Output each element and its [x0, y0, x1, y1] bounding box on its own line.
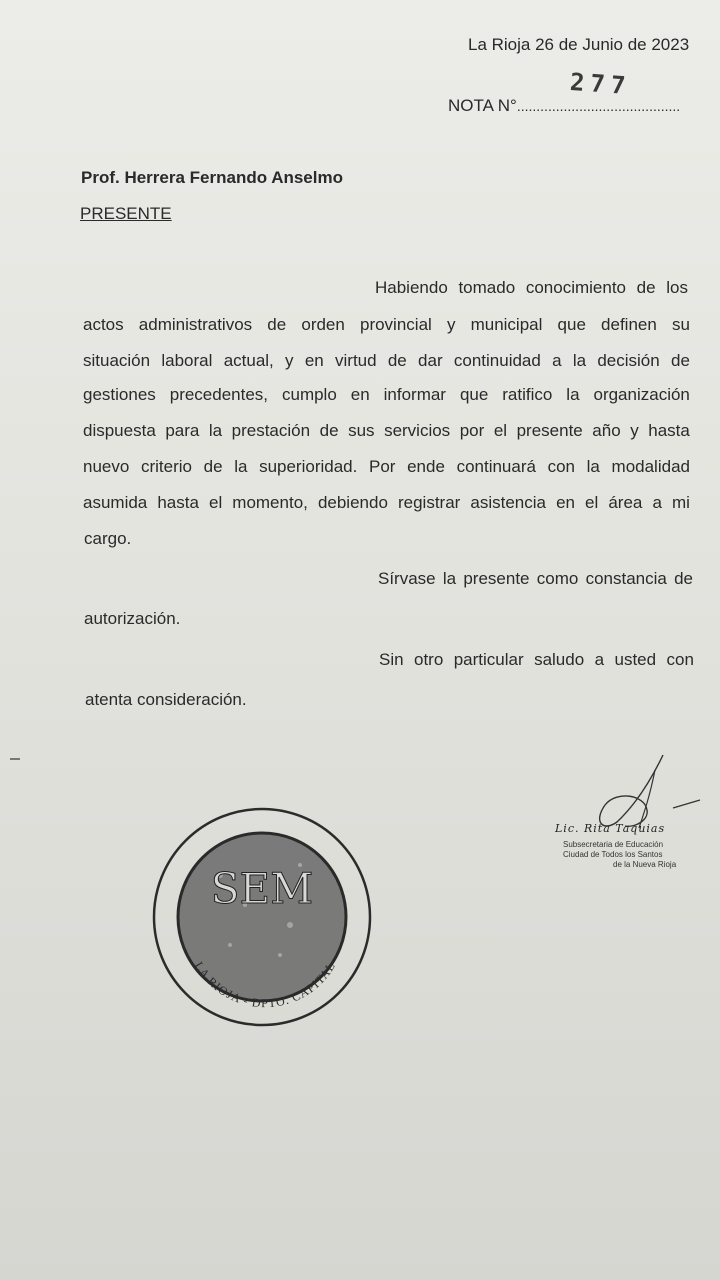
word: nuevo	[83, 457, 130, 476]
word: otro	[414, 650, 444, 669]
word: de	[670, 351, 690, 370]
handwritten-signature	[555, 750, 715, 830]
word: mi	[671, 493, 690, 512]
nota-dots: ..........................................	[516, 98, 681, 114]
word: con	[666, 650, 694, 669]
word: de	[267, 315, 287, 334]
signature-name: Lic. Rita Taquias	[555, 822, 666, 835]
paragraph-2-last-line: autorización.	[84, 609, 181, 628]
word: la	[586, 457, 600, 476]
word: provincial	[359, 315, 432, 334]
word: Habiendo	[375, 278, 448, 297]
word: y	[285, 351, 294, 370]
date-line: La Rioja 26 de Junio de 2023	[468, 35, 690, 54]
word: de	[636, 278, 656, 297]
word: gestiones	[83, 385, 156, 404]
paragraph-3-last-line: atenta consideración.	[85, 690, 247, 709]
word: registrar	[397, 493, 461, 512]
word: momento,	[232, 493, 308, 512]
word: el	[493, 421, 508, 440]
word: modalidad	[611, 457, 690, 476]
word: saludo	[534, 650, 585, 669]
paragraph-2-line-1	[378, 569, 693, 589]
word: asistencia	[470, 493, 546, 512]
word: definen	[601, 315, 657, 334]
word: decisión	[597, 351, 660, 370]
paragraph-3-line-1	[379, 650, 694, 670]
paragraph-1-line	[83, 493, 690, 513]
word: orden	[301, 315, 345, 334]
word: de	[387, 351, 407, 370]
word: sus	[348, 421, 375, 440]
word: de	[674, 569, 693, 588]
word: administrativos	[138, 315, 253, 334]
word: constancia	[585, 569, 667, 588]
word: y	[630, 421, 639, 440]
signature-title: Subsecretaria de Educación	[563, 840, 664, 849]
word: informar	[383, 385, 446, 404]
word: continuará	[456, 457, 536, 476]
word: prestación	[231, 421, 311, 440]
paragraph-1-line	[83, 421, 690, 441]
nota-number-handwritten: 277	[569, 67, 633, 101]
word: por	[459, 421, 485, 440]
word: la	[208, 421, 223, 440]
word: tomado	[458, 278, 516, 297]
word: en	[350, 385, 370, 404]
word: Sin	[379, 650, 404, 669]
word: los	[666, 278, 688, 297]
word: hasta	[648, 421, 690, 440]
word: la	[234, 457, 248, 476]
word: el	[208, 493, 223, 512]
word: el	[585, 493, 599, 512]
word: a	[594, 650, 605, 669]
word: debiendo	[317, 493, 388, 512]
word: conocimiento	[525, 278, 626, 297]
word: particular	[453, 650, 524, 669]
word: continuidad	[453, 351, 541, 370]
word: en	[304, 351, 324, 370]
word: precedentes,	[169, 385, 269, 404]
signature-city: Ciudad de Todos los Santos	[563, 850, 663, 859]
word: dar	[418, 351, 443, 370]
word: con	[547, 457, 576, 476]
nota-line	[448, 96, 680, 116]
word: y	[446, 315, 456, 334]
word: que	[459, 385, 489, 404]
word: laboral	[161, 351, 213, 370]
word: superioridad.	[259, 457, 358, 476]
signature-city-2: de la Nueva Rioja	[613, 860, 677, 869]
word: en	[556, 493, 575, 512]
word: criterio	[140, 457, 192, 476]
paragraph-1-line	[83, 351, 690, 371]
word: actual,	[223, 351, 274, 370]
word: a	[652, 493, 662, 512]
word: Sírvase	[378, 569, 436, 588]
word: de	[203, 457, 223, 476]
paragraph-1-line	[375, 278, 688, 298]
word: asumida	[83, 493, 148, 512]
word: a	[552, 351, 562, 370]
nota-label: NOTA N°	[448, 96, 517, 115]
word: presente	[516, 421, 583, 440]
word: año	[592, 421, 621, 440]
paragraph-1-line	[83, 457, 690, 477]
word: que	[557, 315, 586, 334]
word: la	[572, 351, 587, 370]
word: su	[671, 315, 690, 334]
paragraph-1-line	[83, 385, 690, 405]
addressee-name: Prof. Herrera Fernando Anselmo	[81, 168, 343, 187]
word: presente	[463, 569, 530, 588]
word: ratifico	[502, 385, 553, 404]
official-seal-stamp	[150, 805, 375, 1030]
word: usted	[614, 650, 657, 669]
word: municipal	[470, 315, 543, 334]
word: área	[608, 493, 643, 512]
word: ende	[407, 457, 445, 476]
word: la	[442, 569, 457, 588]
word: Por	[368, 457, 396, 476]
seal-initials: SEM	[210, 864, 314, 913]
paragraph-1-last-line: cargo.	[84, 529, 132, 548]
word: como	[536, 569, 579, 588]
word: actos	[83, 315, 124, 334]
word: cumplo	[281, 385, 337, 404]
word: organización	[593, 385, 690, 404]
signature-block	[555, 750, 715, 880]
word: hasta	[157, 493, 199, 512]
word: servicios	[384, 421, 451, 440]
margin-mark	[10, 758, 20, 760]
word: de	[319, 421, 339, 440]
word: virtud	[335, 351, 377, 370]
paragraph-1-line	[83, 315, 690, 335]
word: la	[566, 385, 580, 404]
word: dispuesta	[83, 421, 156, 440]
word: para	[165, 421, 200, 440]
presente-label: PRESENTE	[80, 204, 172, 223]
word: situación	[83, 351, 151, 370]
seal-ring-text: LA RIOJA - DPTO. CAPITAL	[191, 959, 339, 1011]
